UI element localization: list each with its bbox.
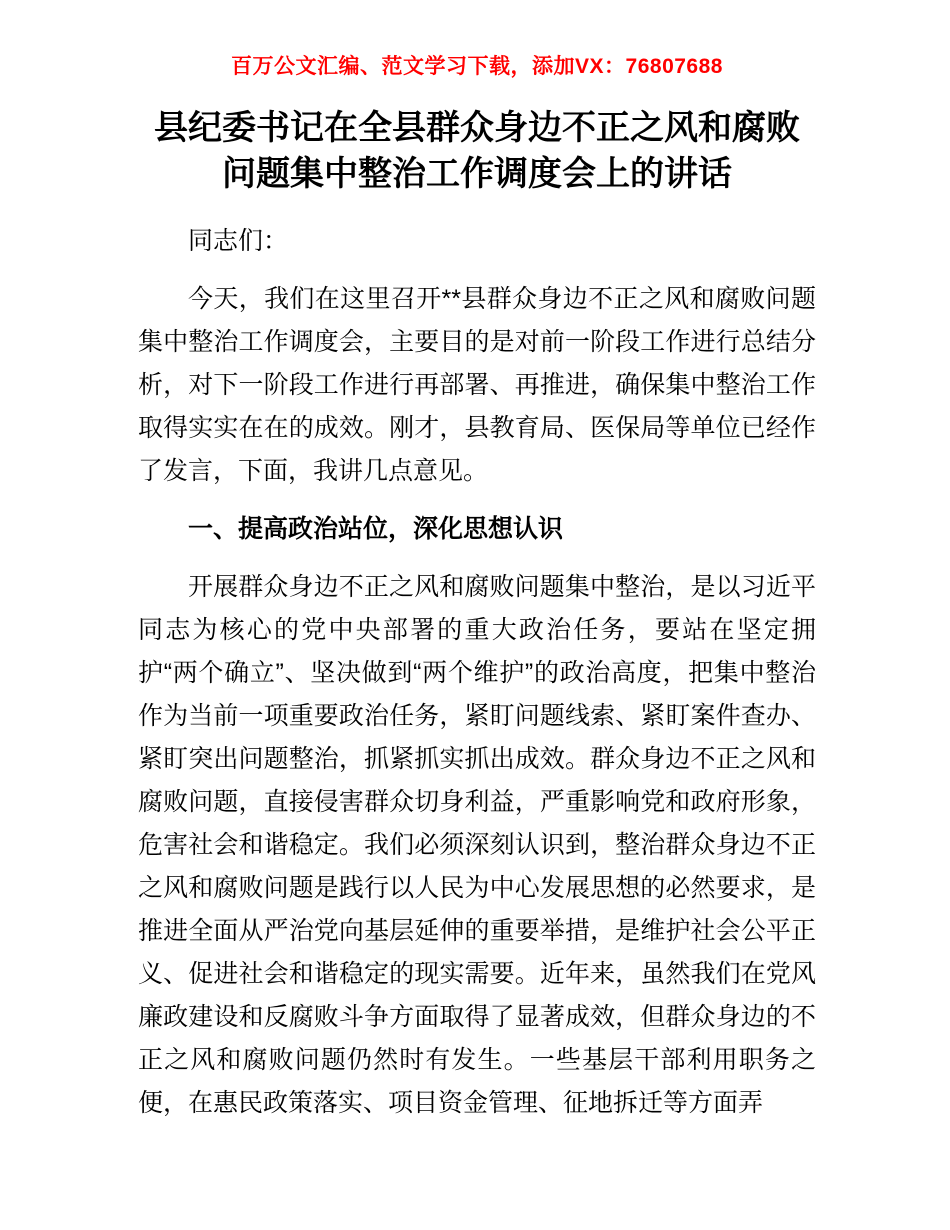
section-heading: 一、提高政治站位，深化思想认识 xyxy=(188,514,564,543)
promo-header-text: 百万公文汇编、范文学习下载，添加VX：76807688 xyxy=(231,55,723,78)
body-paragraph: 同志们： xyxy=(188,226,289,255)
document-body xyxy=(138,220,816,1125)
body-paragraph: 开展群众身边不正之风和腐败问题集中整治，是以习近平同志为核心的党中央部署的重大政治任务，要站在坚定拥护“两个确立”、坚决做到“两个维护”的政治高度，把集中整治作为当前一项重要政治任务，紧盯问题线索、紧盯案件查办、紧盯突出问题整治，抓紧抓实抓出成效。群众身边不正之风和腐败问题，直接侵害群众切身利益，严重影响党和政府形象，危害社会和谐稳定。我们必须深刻认识到，整治群众身边不正之风和腐败问题是践行以人民为中心发展思想的必然要求，是推进全面从严治党向基层延伸的重要举措，是维护社会公平正义、促进社会和谐稳定的现实需要。近年来，虽然我们在党风廉政建设和反腐败斗争方面取得了显著成效，但群众身边的不正之风和腐败问题仍然时有发生。一些基层干部利用职务之便，在惠民政策落实、项目资金管理、征地拆迁等方面弄 xyxy=(138,572,816,1117)
body-paragraph: 今天，我们在这里召开**县群众身边不正之风和腐败问题集中整治工作调度会，主要目的是对前一阶段工作进行总结分析，对下一阶段工作进行再部署、再推进，确保集中整治工作取得实实在在的成效。刚才，县教育局、医保局等单位已经作了发言，下面，我讲几点意见。 xyxy=(138,284,816,485)
document-title: 县纪委书记在全县群众身边不正之风和腐败问题集中整治工作调度会上的讲话 xyxy=(154,109,800,193)
